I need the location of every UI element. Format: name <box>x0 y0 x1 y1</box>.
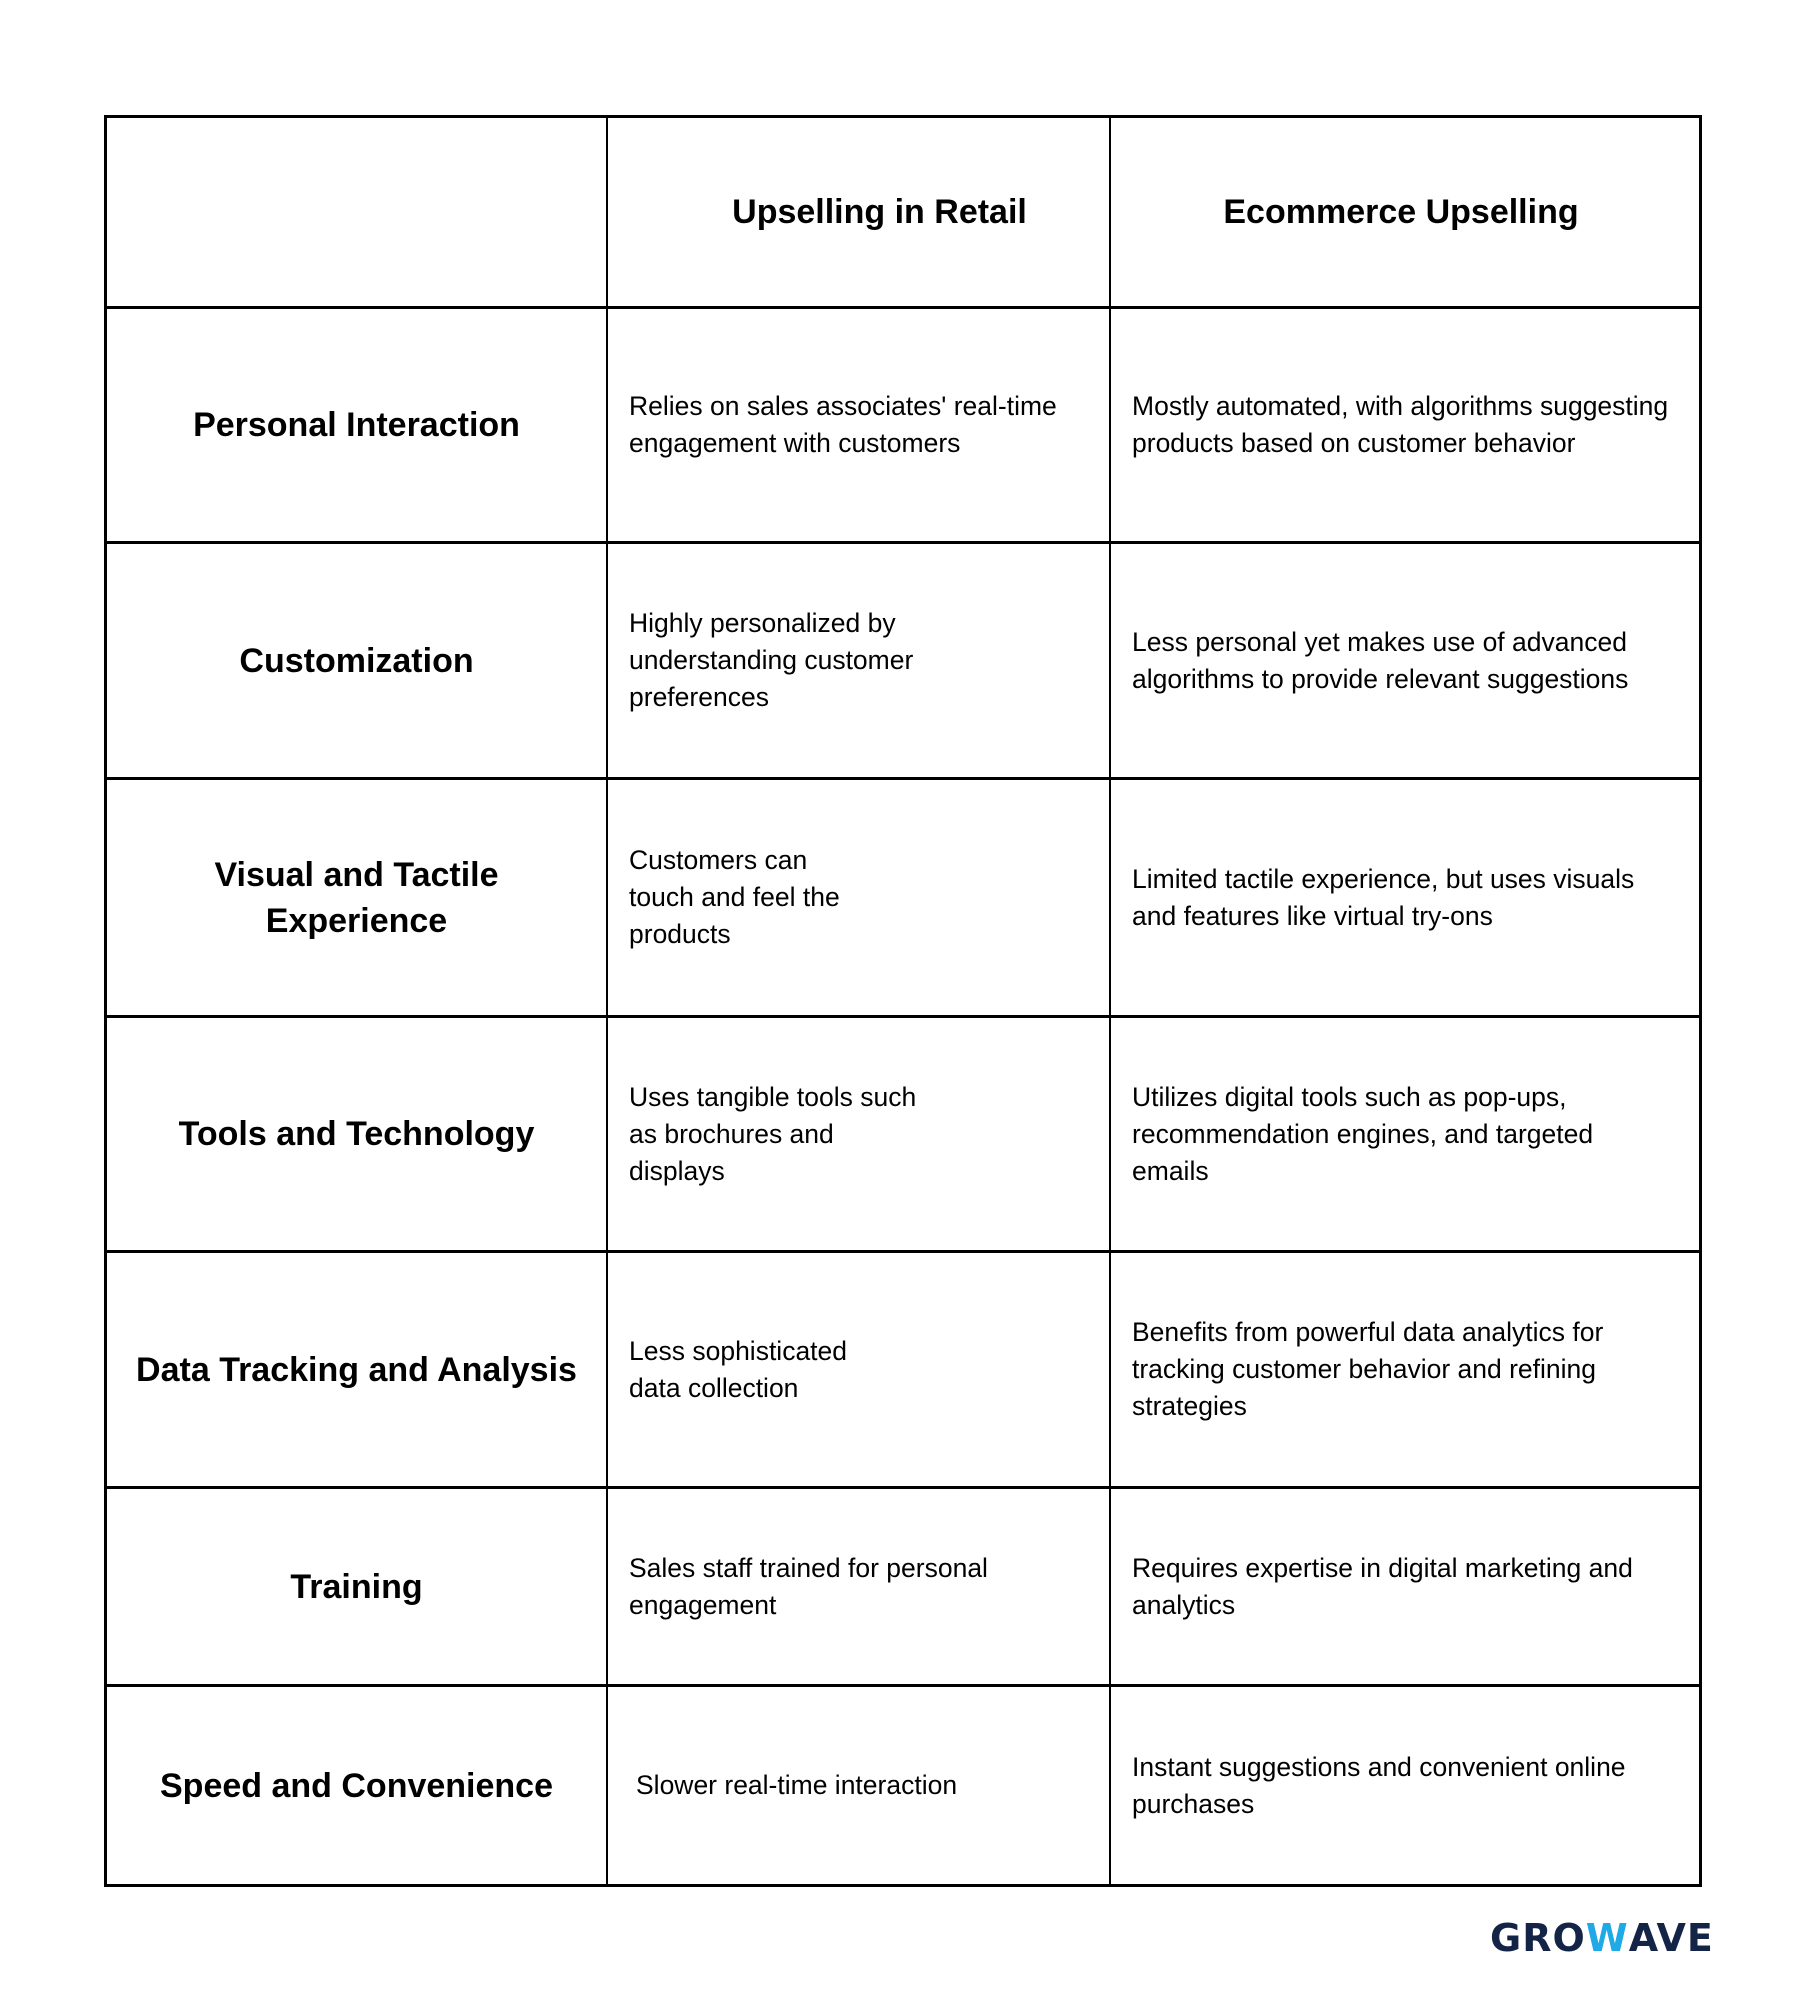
retail-cell-speed-convenience <box>608 1687 1111 1884</box>
ecommerce-cell-visual-tactile <box>1111 780 1699 1018</box>
cell-text: Requires expertise in digital marketing and analytics <box>1132 1552 1633 1620</box>
retail-cell-personal-interaction <box>608 309 1111 544</box>
ecommerce-cell-tools-technology <box>1111 1018 1699 1253</box>
row-label-visual-tactile: Visual and Tactile Experience <box>107 780 608 1018</box>
cell-text: Limited tactile experience, but uses visuals and features like virtual try-ons <box>1132 863 1635 931</box>
cell-text: Mostly automated, with algorithms suggesting products based on customer behavior <box>1132 391 1669 458</box>
header-ecommerce: Ecommerce Upselling <box>1111 118 1699 309</box>
cell-text: Highly personalized by understanding customer preferences <box>629 608 914 712</box>
cell-text: Relies on sales associates' real-time engagement with customers <box>629 391 1057 458</box>
ecommerce-cell-speed-convenience <box>1111 1687 1699 1884</box>
ecommerce-cell-customization <box>1111 544 1699 780</box>
retail-cell-customization <box>608 544 1111 780</box>
cell-text: Instant suggestions and convenient online purchases <box>1132 1751 1626 1819</box>
retail-cell-visual-tactile <box>608 780 1111 1018</box>
logo-text-gro: GRO <box>1490 1916 1586 1960</box>
cell-text: Customers can touch and feel the products <box>629 845 840 949</box>
cell-text: Less sophisticated data collection <box>629 1335 848 1403</box>
ecommerce-cell-training <box>1111 1489 1699 1687</box>
comparison-table <box>104 115 1702 1887</box>
cell-text: Uses tangible tools such as brochures and displays <box>629 1081 917 1186</box>
growave-logo <box>1490 1916 1714 1960</box>
cell-text: Slower real-time interaction <box>636 1770 958 1800</box>
header-retail: Upselling in Retail <box>608 118 1111 309</box>
logo-text-ave: AVE <box>1628 1916 1714 1960</box>
retail-cell-data-tracking <box>608 1253 1111 1489</box>
cell-text: Sales staff trained for personal engagement <box>629 1552 988 1620</box>
cell-text: Less personal yet makes use of advanced algorithms to provide relevant suggestions <box>1132 626 1629 694</box>
ecommerce-cell-personal-interaction <box>1111 309 1699 544</box>
row-label-personal-interaction: Personal Interaction <box>107 309 608 544</box>
logo-wave-mark: W <box>1585 1916 1629 1960</box>
cell-text: Benefits from powerful data analytics for tracking customer behavior and refining strategies <box>1132 1317 1604 1421</box>
retail-cell-tools-technology <box>608 1018 1111 1253</box>
row-label-tools-technology: Tools and Technology <box>107 1018 608 1253</box>
row-label-customization: Customization <box>107 544 608 780</box>
row-label-speed-convenience: Speed and Convenience <box>107 1687 608 1884</box>
header-corner-cell <box>107 118 608 309</box>
retail-cell-training <box>608 1489 1111 1687</box>
ecommerce-cell-data-tracking <box>1111 1253 1699 1489</box>
cell-text: Utilizes digital tools such as pop-ups, recommendation engines, and targeted emails <box>1132 1081 1594 1186</box>
row-label-training: Training <box>107 1489 608 1687</box>
row-label-data-tracking: Data Tracking and Analysis <box>107 1253 608 1489</box>
